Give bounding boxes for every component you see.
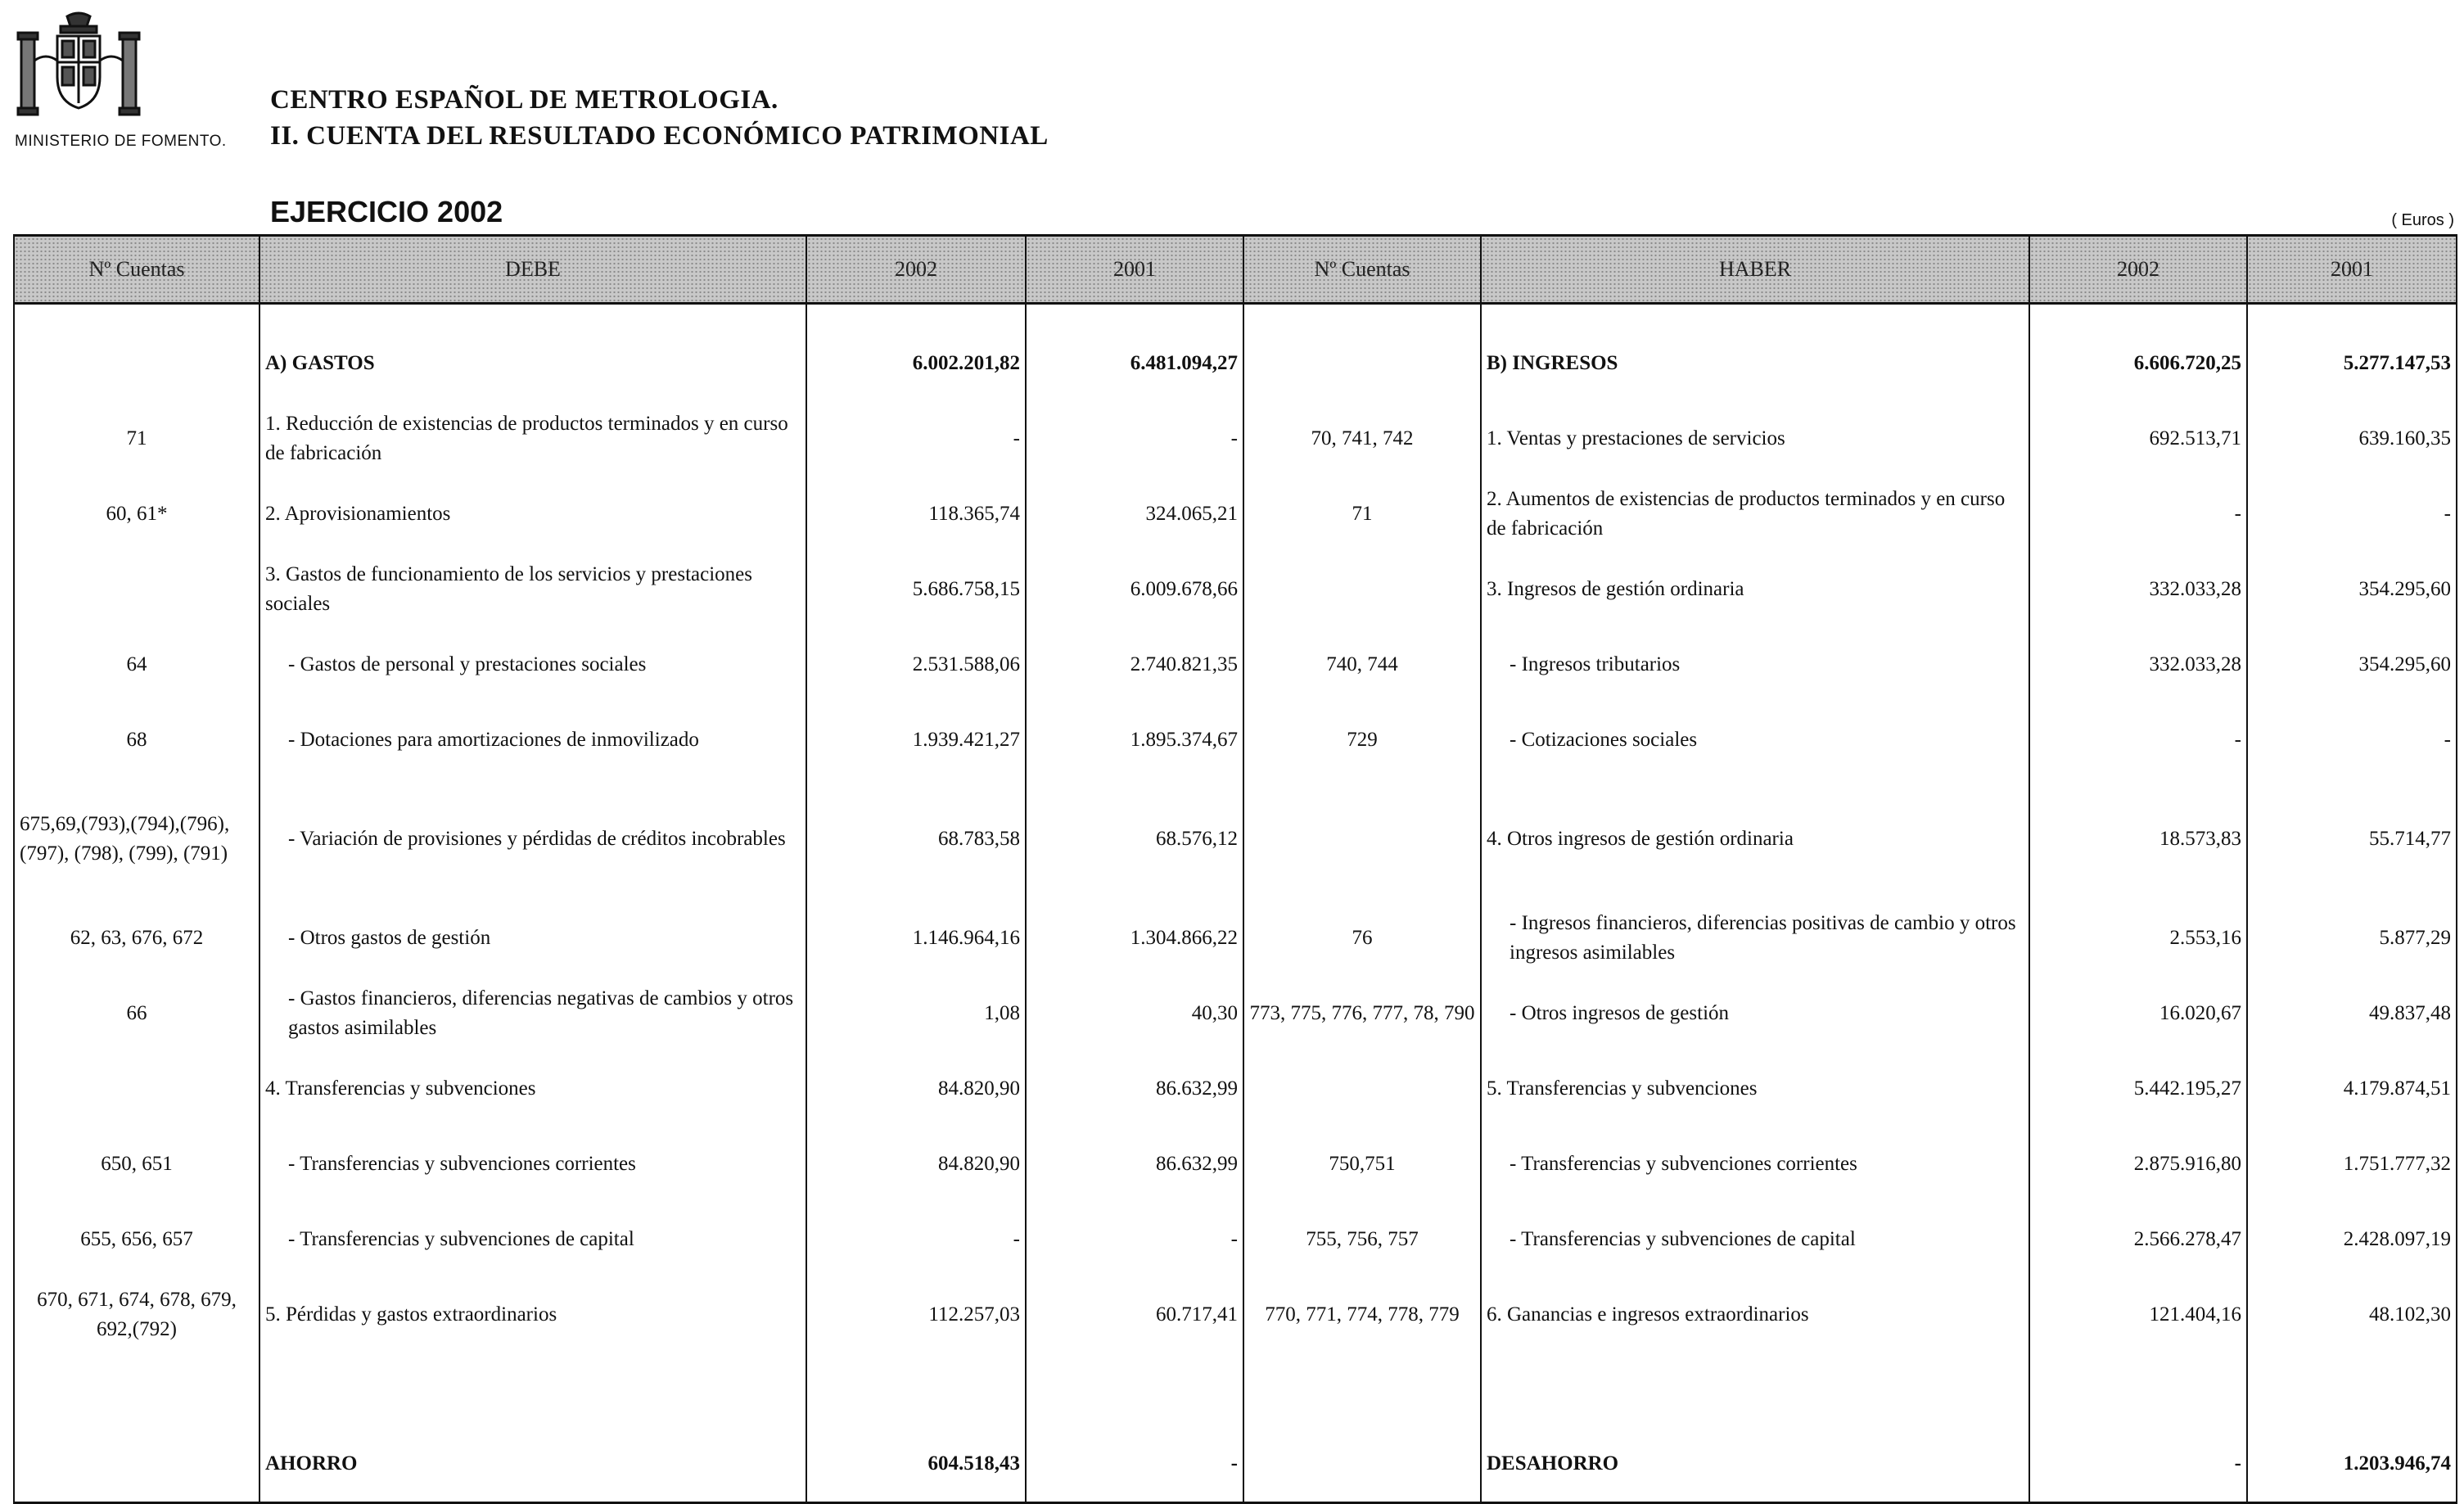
col-debe-2002: 2002 [806, 236, 1026, 304]
debe-2002-cell: - [806, 401, 1026, 476]
organization-title: CENTRO ESPAÑOL DE METROLOGIA. [270, 85, 778, 115]
col-debe: DEBE [259, 236, 806, 304]
haber-account-cell: 750,751 [1243, 1127, 1481, 1202]
haber-2002-cell: 6.606.720,25 [2029, 326, 2247, 401]
result-account-table [13, 234, 2457, 1504]
table-row [14, 627, 2457, 702]
haber-2001-cell: 354.295,60 [2247, 627, 2457, 702]
debe-account-cell [14, 1051, 259, 1127]
table-row [14, 552, 2457, 627]
haber-account-cell [1243, 1051, 1481, 1127]
table-row [14, 702, 2457, 778]
debe-concept-cell: - Gastos financieros, diferencias negativas de cambios y otros gastos asimilables [259, 976, 806, 1051]
haber-2002-cell: 121.404,16 [2029, 1277, 2247, 1353]
haber-2001-cell: - [2247, 476, 2457, 552]
haber-2002-cell: 692.513,71 [2029, 401, 2247, 476]
haber-concept-cell: - Transferencias y subvenciones corrientes [1481, 1127, 2029, 1202]
haber-2001-cell: 2.428.097,19 [2247, 1202, 2457, 1277]
haber-concept-cell: 1. Ventas y prestaciones de servicios [1481, 401, 2029, 476]
ministry-label: MINISTERIO DE FOMENTO. [15, 133, 227, 150]
haber-account-cell: 755, 756, 757 [1243, 1202, 1481, 1277]
table-row [14, 1051, 2457, 1127]
haber-2001-cell: 354.295,60 [2247, 552, 2457, 627]
haber-account-cell: 770, 771, 774, 778, 779 [1243, 1277, 1481, 1353]
haber-account-cell: 71 [1243, 476, 1481, 552]
debe-2002-cell: 604.518,43 [806, 1426, 1026, 1503]
haber-2002-cell: 2.566.278,47 [2029, 1202, 2247, 1277]
haber-concept-cell: B) INGRESOS [1481, 326, 2029, 401]
debe-account-cell: 675,69,(793),(794),(796), (797), (798), (799), (791) [14, 778, 259, 901]
table-row [14, 778, 2457, 901]
debe-2002-cell: 68.783,58 [806, 778, 1026, 901]
debe-2001-cell: 60.717,41 [1026, 1277, 1243, 1353]
debe-2002-cell: 5.686.758,15 [806, 552, 1026, 627]
desahorro-label: DESAHORRO [1481, 1426, 2029, 1503]
debe-2002-cell: 84.820,90 [806, 1051, 1026, 1127]
debe-concept-cell: 2. Aprovisionamientos [259, 476, 806, 552]
debe-account-cell [14, 326, 259, 401]
debe-concept-cell: 3. Gastos de funcionamiento de los servicios y prestaciones sociales [259, 552, 806, 627]
debe-account-cell: 60, 61* [14, 476, 259, 552]
ahorro-label: AHORRO [259, 1426, 806, 1503]
spacer-row [14, 1353, 2457, 1426]
table-row [14, 326, 2457, 401]
haber-concept-cell: - Transferencias y subvenciones de capital [1481, 1202, 2029, 1277]
haber-concept-cell: 4. Otros ingresos de gestión ordinaria [1481, 778, 2029, 901]
debe-2001-cell: 6.009.678,66 [1026, 552, 1243, 627]
haber-account-cell [1243, 326, 1481, 401]
col-haber-2001: 2001 [2247, 236, 2457, 304]
debe-concept-cell: - Dotaciones para amortizaciones de inmovilizado [259, 702, 806, 778]
haber-2002-cell: 332.033,28 [2029, 627, 2247, 702]
debe-account-cell: 66 [14, 976, 259, 1051]
haber-2001-cell: 1.203.946,74 [2247, 1426, 2457, 1503]
debe-concept-cell: 4. Transferencias y subvenciones [259, 1051, 806, 1127]
debe-2002-cell: 118.365,74 [806, 476, 1026, 552]
col-debe-2001: 2001 [1026, 236, 1243, 304]
debe-2002-cell: 1.939.421,27 [806, 702, 1026, 778]
haber-concept-cell: - Cotizaciones sociales [1481, 702, 2029, 778]
col-haber-cuentas: Nº Cuentas [1243, 236, 1481, 304]
debe-concept-cell: - Transferencias y subvenciones de capital [259, 1202, 806, 1277]
debe-2002-cell: 1,08 [806, 976, 1026, 1051]
document-title: II. CUENTA DEL RESULTADO ECONÓMICO PATRIMONIAL [270, 121, 1049, 151]
haber-2002-cell: - [2029, 702, 2247, 778]
debe-concept-cell: 1. Reducción de existencias de productos terminados y en curso de fabricación [259, 401, 806, 476]
debe-account-cell: 71 [14, 401, 259, 476]
haber-2002-cell: - [2029, 1426, 2247, 1503]
col-haber-2002: 2002 [2029, 236, 2247, 304]
debe-concept-cell: - Transferencias y subvenciones corrientes [259, 1127, 806, 1202]
debe-account-cell: 62, 63, 676, 672 [14, 901, 259, 976]
debe-2002-cell: 2.531.588,06 [806, 627, 1026, 702]
haber-account-cell: 773, 775, 776, 777, 78, 790 [1243, 976, 1481, 1051]
haber-concept-cell: - Ingresos tributarios [1481, 627, 2029, 702]
haber-concept-cell: - Ingresos financieros, diferencias positivas de cambio y otros ingresos asimilables [1481, 901, 2029, 976]
haber-2002-cell: 2.875.916,80 [2029, 1127, 2247, 1202]
haber-concept-cell: 6. Ganancias e ingresos extraordinarios [1481, 1277, 2029, 1353]
debe-2001-cell: 6.481.094,27 [1026, 326, 1243, 401]
debe-2001-cell: 1.895.374,67 [1026, 702, 1243, 778]
haber-account-cell: 729 [1243, 702, 1481, 778]
table-row [14, 1202, 2457, 1277]
haber-2001-cell: 55.714,77 [2247, 778, 2457, 901]
debe-2002-cell: 1.146.964,16 [806, 901, 1026, 976]
debe-account-cell: 68 [14, 702, 259, 778]
debe-2001-cell: 2.740.821,35 [1026, 627, 1243, 702]
haber-concept-cell: 2. Aumentos de existencias de productos terminados y en curso de fabricación [1481, 476, 2029, 552]
haber-account-cell [1243, 1426, 1481, 1503]
debe-2002-cell: 6.002.201,82 [806, 326, 1026, 401]
debe-concept-cell: - Gastos de personal y prestaciones sociales [259, 627, 806, 702]
debe-account-cell [14, 552, 259, 627]
table-row-total [14, 1426, 2457, 1503]
table-row [14, 976, 2457, 1051]
debe-account-cell: 650, 651 [14, 1127, 259, 1202]
table-row [14, 401, 2457, 476]
haber-2001-cell: 5.277.147,53 [2247, 326, 2457, 401]
debe-2002-cell: 112.257,03 [806, 1277, 1026, 1353]
fiscal-year-label: EJERCICIO 2002 [270, 195, 503, 228]
table-header-row [14, 236, 2457, 304]
debe-2001-cell: - [1026, 1202, 1243, 1277]
debe-account-cell: 655, 656, 657 [14, 1202, 259, 1277]
debe-2001-cell: 40,30 [1026, 976, 1243, 1051]
debe-2001-cell: 1.304.866,22 [1026, 901, 1243, 976]
haber-2002-cell: 5.442.195,27 [2029, 1051, 2247, 1127]
debe-concept-cell: - Variación de provisiones y pérdidas de créditos incobrables [259, 778, 806, 901]
col-haber: HABER [1481, 236, 2029, 304]
col-debe-cuentas: Nº Cuentas [14, 236, 259, 304]
table-row [14, 1127, 2457, 1202]
table-row [14, 1277, 2457, 1353]
debe-2001-cell: 68.576,12 [1026, 778, 1243, 901]
haber-2002-cell: 2.553,16 [2029, 901, 2247, 976]
haber-2002-cell: 18.573,83 [2029, 778, 2247, 901]
haber-2001-cell: - [2247, 702, 2457, 778]
debe-2001-cell: 86.632,99 [1026, 1127, 1243, 1202]
haber-account-cell [1243, 552, 1481, 627]
haber-account-cell: 76 [1243, 901, 1481, 976]
debe-2001-cell: 324.065,21 [1026, 476, 1243, 552]
haber-2001-cell: 1.751.777,32 [2247, 1127, 2457, 1202]
spacer-row [14, 304, 2457, 327]
haber-2001-cell: 639.160,35 [2247, 401, 2457, 476]
haber-2002-cell: 332.033,28 [2029, 552, 2247, 627]
haber-concept-cell: 5. Transferencias y subvenciones [1481, 1051, 2029, 1127]
debe-concept-cell: 5. Pérdidas y gastos extraordinarios [259, 1277, 806, 1353]
debe-account-cell: 670, 671, 674, 678, 679, 692,(792) [14, 1277, 259, 1353]
haber-account-cell: 740, 744 [1243, 627, 1481, 702]
debe-concept-cell: A) GASTOS [259, 326, 806, 401]
table-row [14, 901, 2457, 976]
debe-concept-cell: - Otros gastos de gestión [259, 901, 806, 976]
haber-account-cell [1243, 778, 1481, 901]
debe-account-cell: 64 [14, 627, 259, 702]
debe-2002-cell: - [806, 1202, 1026, 1277]
haber-concept-cell: - Otros ingresos de gestión [1481, 976, 2029, 1051]
currency-units-label: ( Euros ) [2391, 211, 2454, 229]
debe-2001-cell: - [1026, 1426, 1243, 1503]
haber-2002-cell: 16.020,67 [2029, 976, 2247, 1051]
haber-account-cell: 70, 741, 742 [1243, 401, 1481, 476]
coat-of-arms-icon [15, 11, 142, 116]
haber-2001-cell: 4.179.874,51 [2247, 1051, 2457, 1127]
debe-2001-cell: - [1026, 401, 1243, 476]
table-row [14, 476, 2457, 552]
debe-2001-cell: 86.632,99 [1026, 1051, 1243, 1127]
debe-2002-cell: 84.820,90 [806, 1127, 1026, 1202]
haber-concept-cell: 3. Ingresos de gestión ordinaria [1481, 552, 2029, 627]
haber-2002-cell: - [2029, 476, 2247, 552]
haber-2001-cell: 5.877,29 [2247, 901, 2457, 976]
debe-account-cell [14, 1426, 259, 1503]
haber-2001-cell: 49.837,48 [2247, 976, 2457, 1051]
haber-2001-cell: 48.102,30 [2247, 1277, 2457, 1353]
